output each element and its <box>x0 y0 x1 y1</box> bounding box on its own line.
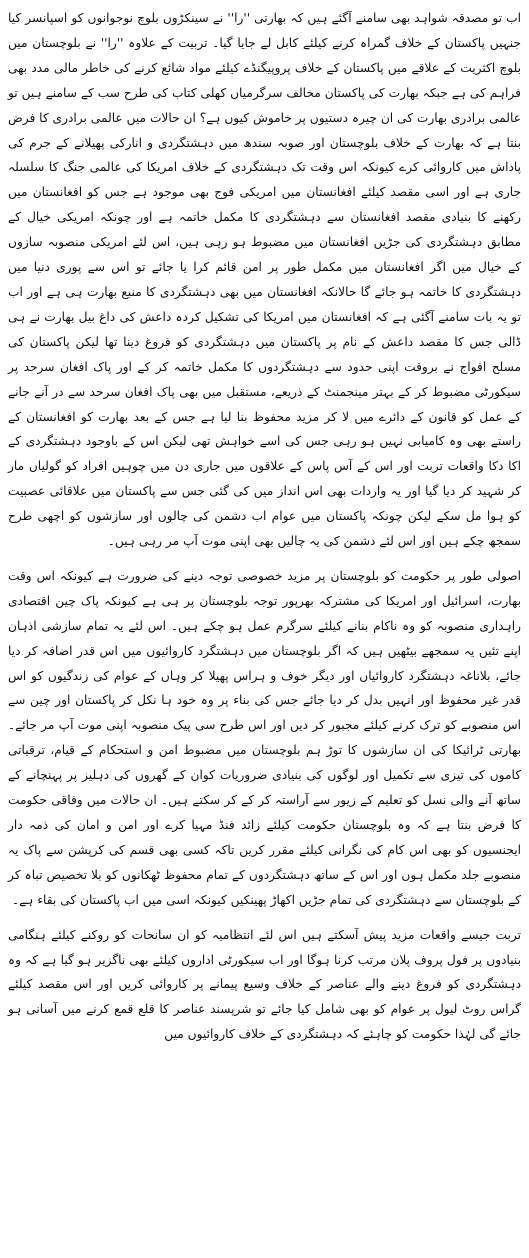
article-paragraph-2: اصولی طور پر حکومت کو بلوچستان پر مزید خصوصی توجہ دینے کی ضرورت ہے کیونکہ اس وقت بھارت، اسرائیل اور امریکا کی مشترکہ بھرپور توجہ بلوچستان پر ہی ہے کیونکہ پاک چین اقتصادی راہداری منصوبہ کو وہ ناکام بنانے کیلئے سرگرم عمل ہو چکے ہیں۔ اس لئے یہ تمام سازشی اذہان اپنے تئیں یہ سمجھے بیٹھیں ہیں کہ اگر بلوچستان میں دہشتگرد کاروائیوں میں اس قدر اضافہ کر دیا جائے، بلاناغہ دہشتگرد کاروائیاں اور دیگر خوف و ہراس پھیلا کر وہاں کے عوام کی زندگیوں کو اس قدر غیر محفوظ اور انہیں بدل کر دیا جائے جس کی بناء پر وہ خود ہا نکل کر پاکستان اور چین سے اس منصوبے کو ترک کرنے کیلئے مجبور کر دیں اور اس طرح سی پیک منصوبہ اپنی موت آپ مر جائے۔ بھارتی ٹرائیکا کی ان سازشوں کا توڑ ہم بلوچستان میں مضبوط امن و استحکام کے قیام، ترقیاتی کاموں کی تیزی سے تکمیل اور لوگوں کی بنیادی ضروریات کوان کے گھروں کی دہلیز پر پہنچانے کے ساتھ آنے والی نسل کو تعلیم کے زیور سے آراستہ کر کے کر سکتے ہیں۔ ان حالات میں وفاقی حکومت کا فرض بنتا ہے کہ وہ بلوچستان حکومت کیلئے زائد فنڈ مہیا کرے اور امن و امان کی ذمہ دار ایجنسیوں کو بھی اس کام کی نگرانی کیلئے مقرر کریں تاکہ کسی بھی قسم کی کرپشن سے پاک یہ منصوبے جلد مکمل ہوں اور اس کے ساتھ دہشتگردوں کے تمام محفوظ ٹھکانوں کو بلا تخصیص تباہ کر کے بلوچستان سے دہشتگردی کی تمام جڑیں اکھاڑ پھینکیں کیونکہ اسی میں اب پاکستان کی بقاء ہے۔ <box>8 568 521 907</box>
article-paragraph-1: اب تو مصدقہ شواہد بھی سامنے آگئے ہیں کہ بھارتی ''را'' نے سینکڑوں بلوچ نوجوانوں کو اسپانسر کیا جنہیں پاکستان کے خلاف گمراہ کرنے کیلئے کابل لے جایا گیا۔ تربیت کے علاوہ ''را'' نے بلوچستان میں بلوچ اکثریت کے علاقے میں پاکستان کے خلاف پروپیگنڈے کیلئے مواد شائع کرنے کی خاطر مالی مدد بھی فراہم کی ہے جبکہ بھارت کی پاکستان مخالف سرگرمیاں کھلی کتاب کی طرح سب کے سامنے ہیں تو عالمی برادری بھارت کی ان چیرہ دستیوں پر خاموش کیوں ہے؟ ان حالات میں عالمی برادری کا فرض بنتا ہے کہ بھارت کے خلاف بلوچستان اور صوبہ سندھ میں دہشتگردی و انارکی پھیلانے کے جرم کی پاداش میں کاروائی کرے کیونکہ اس وقت تک دہشتگردی کے خلاف امریکا کی عالمی جنگ کا سلسلہ جاری ہے اور اسی مقصد کیلئے افغانستان میں امریکی فوج بھی موجود ہے جس کو افغانستان میں رکھنے کا بنیادی مقصد افغانستان سے دہشتگردی کا مکمل خاتمہ ہے اور چونکہ امریکی خیال کے مطابق دہشتگردی کی جڑیں افغانستان میں مضبوط ہو رہی ہیں، اس لئے امریکی منصوبہ سازوں کے خیال میں اگر افغانستان میں مکمل طور پر امن قائم کرا یا جائے تو اس سے پوری دنیا میں دہشتگردی کا خاتمہ ہو جائے گا حالانکہ افغانستان میں بھی دہشتگردی کا منبع بھارت ہی ہے اور اب تو یہ بات سامنے آگئی ہے کہ افغانستان میں امریکا کی تشکیل کردہ داعش کی داغ بیل بھارت نے ہی ڈالی جس کا مقصد داعش کے نام پر پاکستان میں دہشتگردی کو فروغ دینا تھا لیکن پاکستان کی مسلح افواج نے بروقت اپنی حدود سے دہشتگردوں کا مکمل خاتمہ کر کے اور پاک افغان سرحد پر سیکورٹی مضبوط کر کے بہتر مینجمنٹ کے ذریعے، مستقبل میں بھی پاک افغان سرحد سے در آنے جانے کے عمل کو قانون کے دائرے میں لا کر مزید محفوظ بنا لیا ہے جس کے بعد بھارت کو افغانستان کے راستے بھی وہ کامیابی نہیں ہو رہی جس کی اسے خواہش تھی لیکن اس کے باوجود دہشتگردی کے اکا دکا واقعات تربت اور اس کے آس پاس کے علاقوں میں جاری دن میں چوہیں افراد کو گولیاں مار کر شہید کر دیا گیا اور یہ واردات بھی اس انداز میں کی گئی جس سے پاکستان میں علاقائی عصبیت کو ہوا مل سکے لیکن چونکہ پاکستان میں عوام اب دشمن کی چالوں اور سازشوں کو اچھی طرح سمجھ چکے ہیں اور اس لئے دشمن کی یہ چالیں بھی اپنی موت آپ مر رہی ہیں۔ <box>8 11 521 549</box>
article-paragraph-3: تربت جیسے واقعات مزید پیش آسکتے ہیں اس لئے انتظامیہ کو ان سانحات کو روکنے کیلئے ہنگامی بنیادوں پر فول پروف پلان مرتب کرنا ہوگا اور اب سیکورٹی اداروں کیلئے بھی ناگزیر ہو گیا ہے کہ وہ دہشتگردی کو فروغ دینے والے عناصر کے خلاف وسیع پیمانے پر کاروائی کریں اور اس مقصد کیلئے گراس روٹ لیول پر عوام کو بھی شامل کیا جائے تو شرپسند عناصر کا قلع قمع کرنے میں آسانی ہو جائے گی لہٰذا حکومت کو چاہئے کہ دہشتگردی کے خلاف کاروائیوں میں <box>8 927 521 1042</box>
